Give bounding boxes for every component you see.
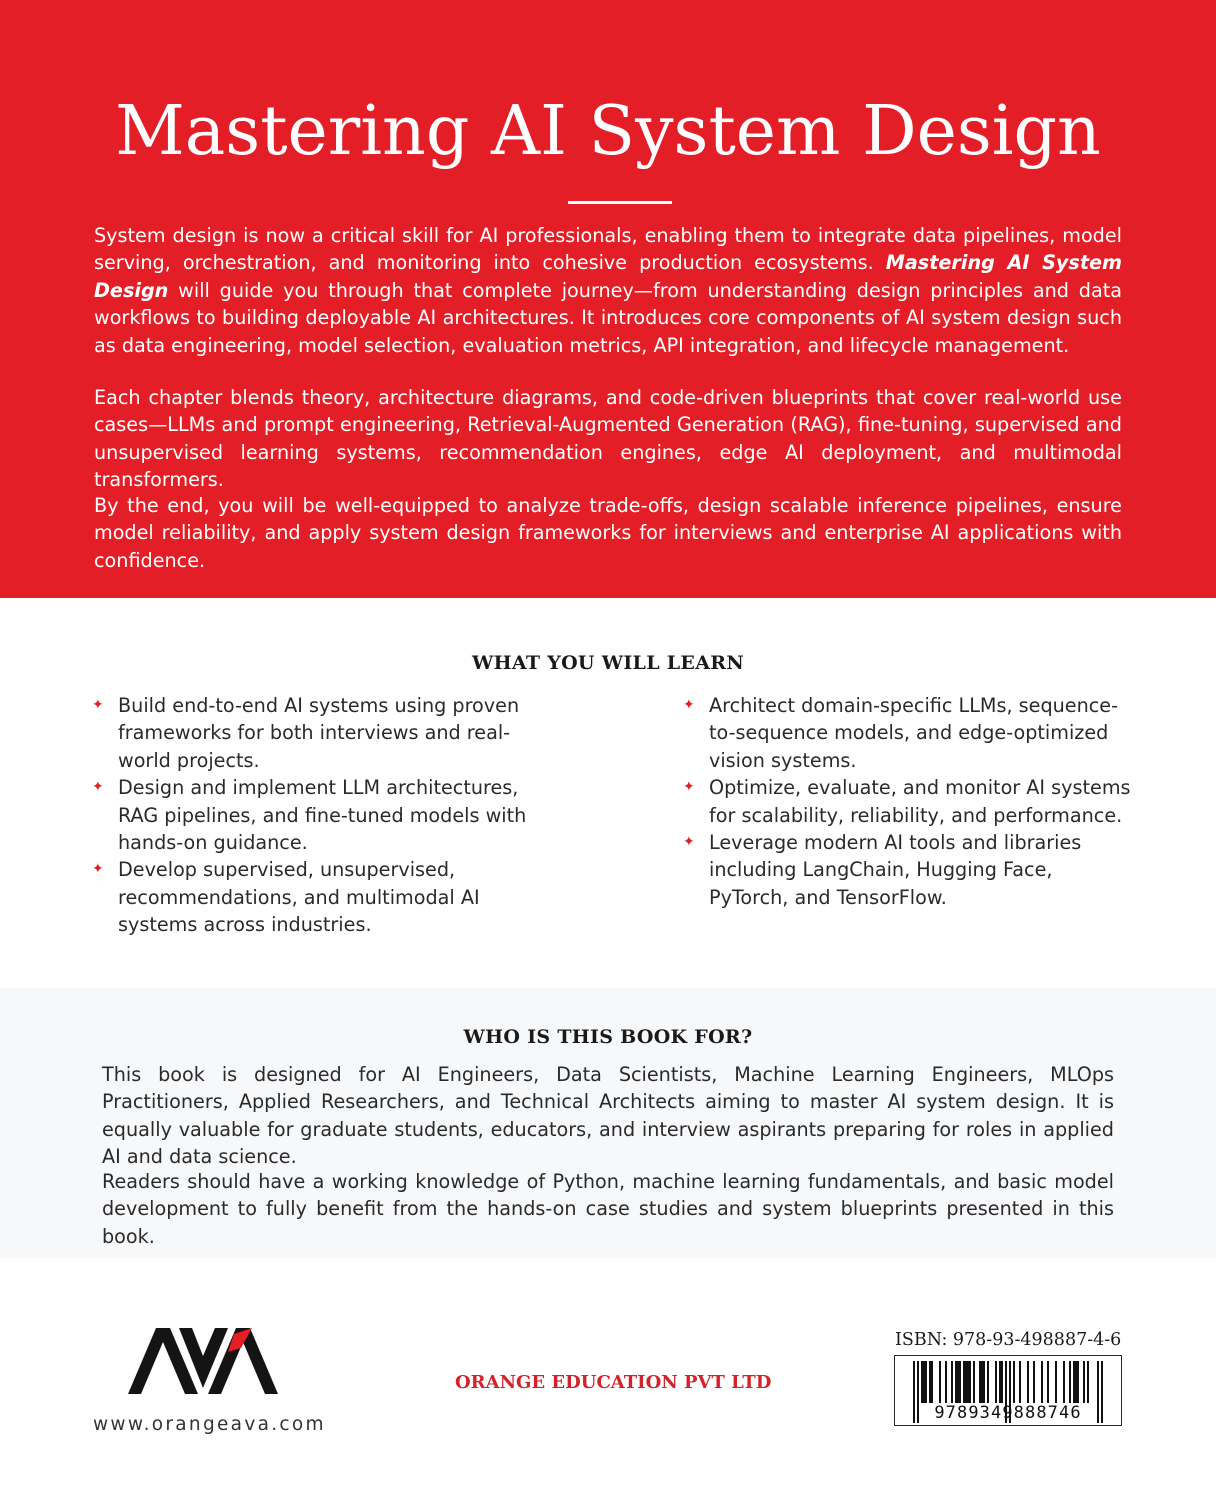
barcode-bar — [939, 1361, 941, 1403]
barcode-bar — [955, 1361, 957, 1403]
sparkle-bullet-icon: ✦ — [683, 779, 695, 796]
barcode-bar — [987, 1361, 989, 1403]
barcode-bar — [1075, 1361, 1077, 1403]
learn-list-left — [92, 692, 562, 939]
learn-item-text: Optimize, evaluate, and monitor AI systems for scalability, reliability, and performance. — [709, 776, 1131, 827]
learn-item-text: Design and implement LLM architectures, RAG pipelines, and fine-tuned models with hands-on guidance. — [118, 776, 527, 855]
barcode-bar — [931, 1361, 933, 1403]
barcode-bar — [963, 1361, 965, 1403]
barcode-bar — [1073, 1361, 1075, 1403]
learn-item-text: Build end-to-end AI systems using proven frameworks for both interviews and real-world projects. — [118, 694, 520, 772]
barcode-bar — [1013, 1361, 1015, 1403]
intro-p1-emphasis: Mastering AI System Design — [94, 251, 1122, 302]
barcode-bar — [957, 1361, 959, 1403]
barcode-bar — [981, 1361, 983, 1403]
audience-paragraph-2: Readers should have a working knowledge of Python, machine learning fundamentals, and basic model development to fully benefit from the hands-on case studies and system blueprints presented in this book. — [102, 1170, 1114, 1248]
barcode-bar — [1019, 1361, 1021, 1403]
sparkle-bullet-icon: ✦ — [92, 861, 104, 878]
barcode-bar — [1001, 1361, 1003, 1403]
barcode-bar — [983, 1361, 985, 1403]
learn-item-text: Architect domain-specific LLMs, sequence-to-sequence models, and edge-optimized vision systems. — [709, 694, 1119, 772]
learn-item — [92, 692, 562, 774]
barcode-bar — [923, 1361, 925, 1403]
barcode-bar — [965, 1361, 967, 1403]
barcode-bar — [995, 1361, 997, 1403]
barcode-bar — [979, 1361, 981, 1403]
barcode-bar — [945, 1361, 947, 1403]
sparkle-bullet-icon: ✦ — [92, 779, 104, 796]
barcode-bar — [1047, 1361, 1049, 1403]
barcode-bar — [1055, 1361, 1057, 1403]
barcode-bar — [967, 1361, 969, 1403]
barcode-bar — [921, 1361, 923, 1403]
learn-item — [683, 829, 1133, 911]
isbn-label: ISBN: 978-93-498887-4-6 — [895, 1330, 1122, 1350]
website-link[interactable]: www.orangeava.com — [93, 1414, 326, 1435]
audience-heading: WHO IS THIS BOOK FOR? — [463, 1026, 753, 1048]
book-title: Mastering AI System Design — [115, 92, 1101, 171]
intro-paragraph-2: Each chapter blends theory, architecture diagrams, and code-driven blueprints that cover real-world use cases—LLMs and prompt engineering, Retrieval-Augmented Generation (RAG), fine-tuning, supervised and unsupervised learning systems, recommendation engines, edge AI deployment, and multimodal transformers. — [94, 386, 1122, 492]
barcode-bar — [1063, 1361, 1065, 1403]
barcode-bar — [1083, 1361, 1085, 1403]
title-divider — [568, 201, 672, 204]
learn-item-text: Develop supervised, unsupervised, recommendations, and multimodal AI systems across industries. — [118, 858, 480, 937]
publisher-name: ORANGE EDUCATION PVT LTD — [455, 1372, 772, 1393]
learn-item-text: Leverage modern AI tools and libraries including LangChain, Hugging Face, PyTorch, and TensorFlow. — [709, 831, 1082, 909]
sparkle-bullet-icon: ✦ — [92, 697, 104, 713]
barcode-bar — [1087, 1361, 1089, 1403]
barcode-bar — [1069, 1361, 1071, 1403]
barcode-bar — [925, 1361, 927, 1403]
barcode-bar — [1041, 1361, 1043, 1403]
learn-heading: WHAT YOU WILL LEARN — [471, 652, 745, 674]
learn-item — [92, 774, 562, 856]
learn-list-right — [683, 692, 1133, 911]
barcode-bar — [1033, 1361, 1035, 1403]
barcode-bar — [951, 1361, 953, 1403]
audience-paragraph-1: This book is designed for AI Engineers, Data Scientists, Machine Learning Engineers, MLOps Practitioners, Applied Researchers, and Technical Architects aiming to master AI system design. It is equally valuable for graduate students, educators, and interview aspirants preparing for roles in applied AI and data science. — [102, 1063, 1114, 1169]
barcode-digits: 9789349888746 — [934, 1403, 1082, 1423]
intro-paragraph-3: By the end, you will be well-equipped to analyze trade-offs, design scalable inference pipelines, ensure model reliability, and apply system design frameworks for interviews and enterprise AI applications with confidence. — [94, 494, 1122, 572]
intro-p1-after: will guide you through that complete journey—from understanding design principles and data workflows to building deployable AI architectures. It introduces core components of AI system design such as data engineering, model selection, evaluation metrics, API integration, and lifecycle management. — [94, 278, 1122, 357]
sparkle-bullet-icon: ✦ — [683, 697, 695, 713]
ava-logo — [126, 1328, 280, 1394]
barcode-bar — [1027, 1361, 1029, 1403]
barcode-bar — [969, 1361, 971, 1403]
barcode-bar — [929, 1361, 931, 1403]
barcode — [894, 1355, 1122, 1426]
intro-paragraph-1 — [94, 222, 1122, 359]
barcode-bar — [973, 1361, 975, 1403]
barcode-bar — [1077, 1361, 1079, 1403]
intro-p1-before: System design is now a critical skill for AI professionals, enabling them to integrate data pipelines, model serving, orchestration, and monitoring into cohesive production ecosystems. — [94, 224, 1122, 275]
learn-item — [683, 774, 1133, 829]
barcode-bar — [999, 1361, 1001, 1403]
barcode-bar — [959, 1361, 961, 1403]
learn-item — [92, 856, 562, 938]
learn-item — [683, 692, 1133, 774]
sparkle-bullet-icon: ✦ — [683, 834, 695, 851]
back-cover-red-panel — [0, 0, 1216, 598]
